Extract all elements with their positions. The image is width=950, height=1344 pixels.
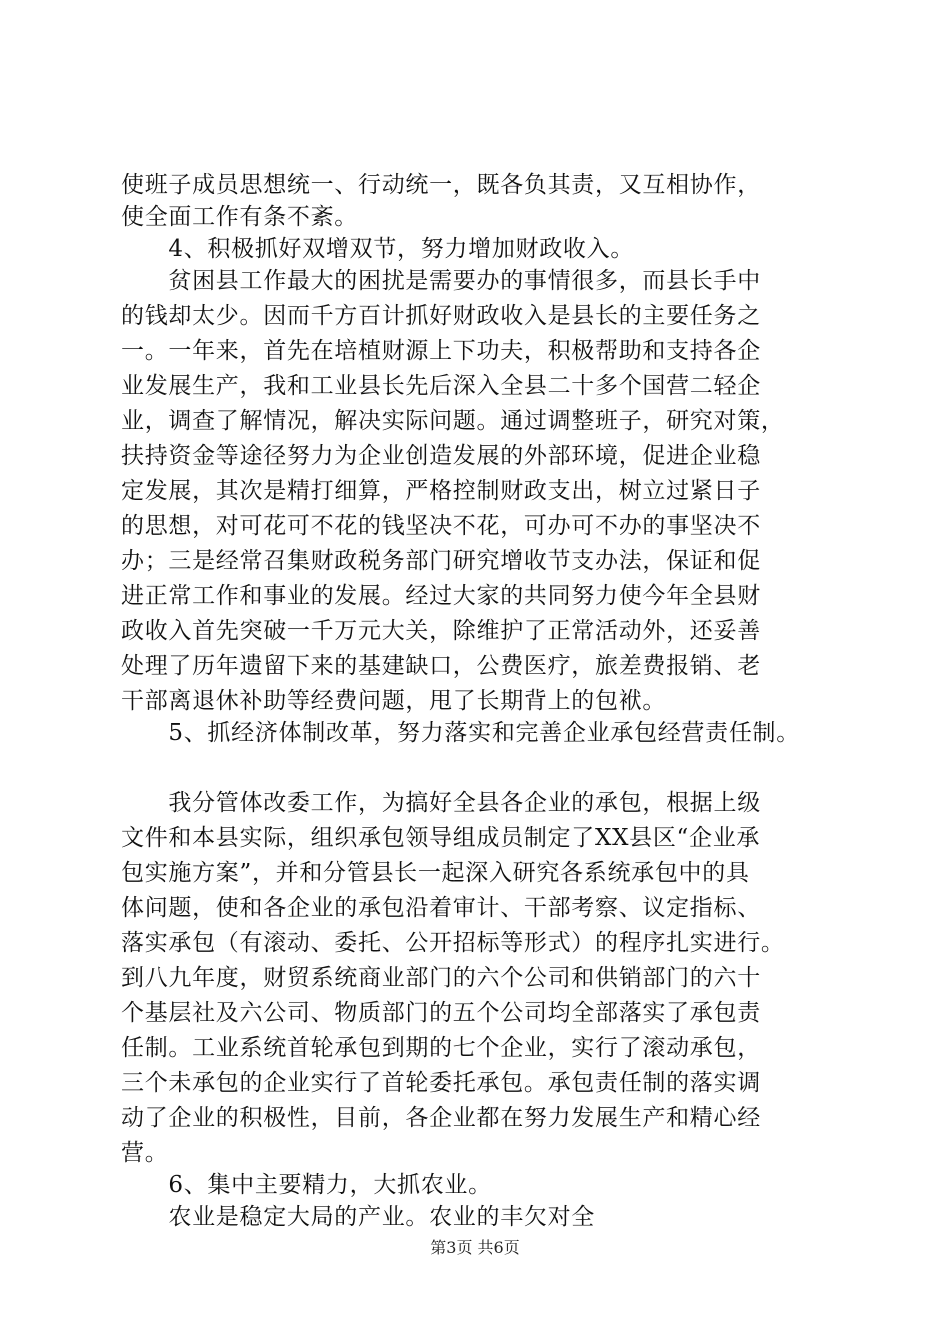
text-line: 贫困县工作最大的困扰是需要办的事情很多，而县长手中 xyxy=(121,268,761,294)
text-line: 6、集中主要精力，大抓农业。 xyxy=(121,1172,492,1198)
text-line: 使全面工作有条不紊。 xyxy=(121,204,358,230)
text-line: 农业是稳定大局的产业。农业的丰欠对全 xyxy=(121,1204,595,1230)
text-line: 一。一年来，首先在培植财源上下功夫，积极帮助和支持各企 xyxy=(121,338,761,364)
text-line: 个基层社及六公司、物质部门的五个公司均全部落实了承包责 xyxy=(121,1000,761,1026)
text-line: 到八九年度，财贸系统商业部门的六个公司和供销部门的六十 xyxy=(121,965,761,991)
text-line: 我分管体改委工作，为搞好全县各企业的承包，根据上级 xyxy=(121,790,761,816)
text-line: 的钱却太少。因而千方百计抓好财政收入是县长的主要任务之 xyxy=(121,303,761,329)
text-line: 包实施方案”，并和分管县长一起深入研究各系统承包中的具 xyxy=(121,860,750,886)
text-line: 业发展生产，我和工业县长先后深入全县二十多个国营二轻企 xyxy=(121,373,761,399)
text-line: 营。 xyxy=(121,1140,169,1166)
text-line: 干部离退休补助等经费问题，甩了长期背上的包袱。 xyxy=(121,688,667,714)
text-line: 三个未承包的企业实行了首轮委托承包。承包责任制的落实调 xyxy=(121,1070,761,1096)
text-line: 使班子成员思想统一、行动统一，既各负其责，又互相协作， xyxy=(121,172,761,198)
text-line: 定发展，其次是精打细算，严格控制财政支出，树立过紧日子 xyxy=(121,478,761,504)
text-line: 政收入首先突破一千万元大关，除维护了正常活动外，还妥善 xyxy=(121,618,761,644)
text-line: 扶持资金等途径努力为企业创造发展的外部环境，促进企业稳 xyxy=(121,443,761,469)
text-line: 体问题，使和各企业的承包沿着审计、干部考察、议定指标、 xyxy=(121,895,761,921)
text-line: 业，调查了解情况，解决实际问题。通过调整班子，研究对策， xyxy=(121,408,785,434)
text-line: 4、积极抓好双增双节，努力增加财政收入。 xyxy=(121,236,635,262)
text-line: 5、抓经济体制改革，努力落实和完善企业承包经营责任制。 xyxy=(121,720,800,746)
text-line: 办；三是经常召集财政税务部门研究增收节支办法，保证和促 xyxy=(121,548,761,574)
text-line: 落实承包（有滚动、委托、公开招标等形式）的程序扎实进行。 xyxy=(121,930,785,956)
text-line: 的思想，对可花可不花的钱坚决不花，可办可不办的事坚决不 xyxy=(121,513,761,539)
text-line: 处理了历年遗留下来的基建缺口，公费医疗，旅差费报销、老 xyxy=(121,653,761,679)
text-line: 文件和本县实际，组织承包领导组成员制定了XX县区“企业承 xyxy=(121,825,761,851)
text-line: 任制。工业系统首轮承包到期的七个企业，实行了滚动承包， xyxy=(121,1035,761,1061)
text-line: 动了企业的积极性，目前，各企业都在努力发展生产和精心经 xyxy=(121,1105,761,1131)
text-line: 进正常工作和事业的发展。经过大家的共同努力使今年全县财 xyxy=(121,583,761,609)
page-footer: 第3页 共6页 xyxy=(430,1238,520,1257)
